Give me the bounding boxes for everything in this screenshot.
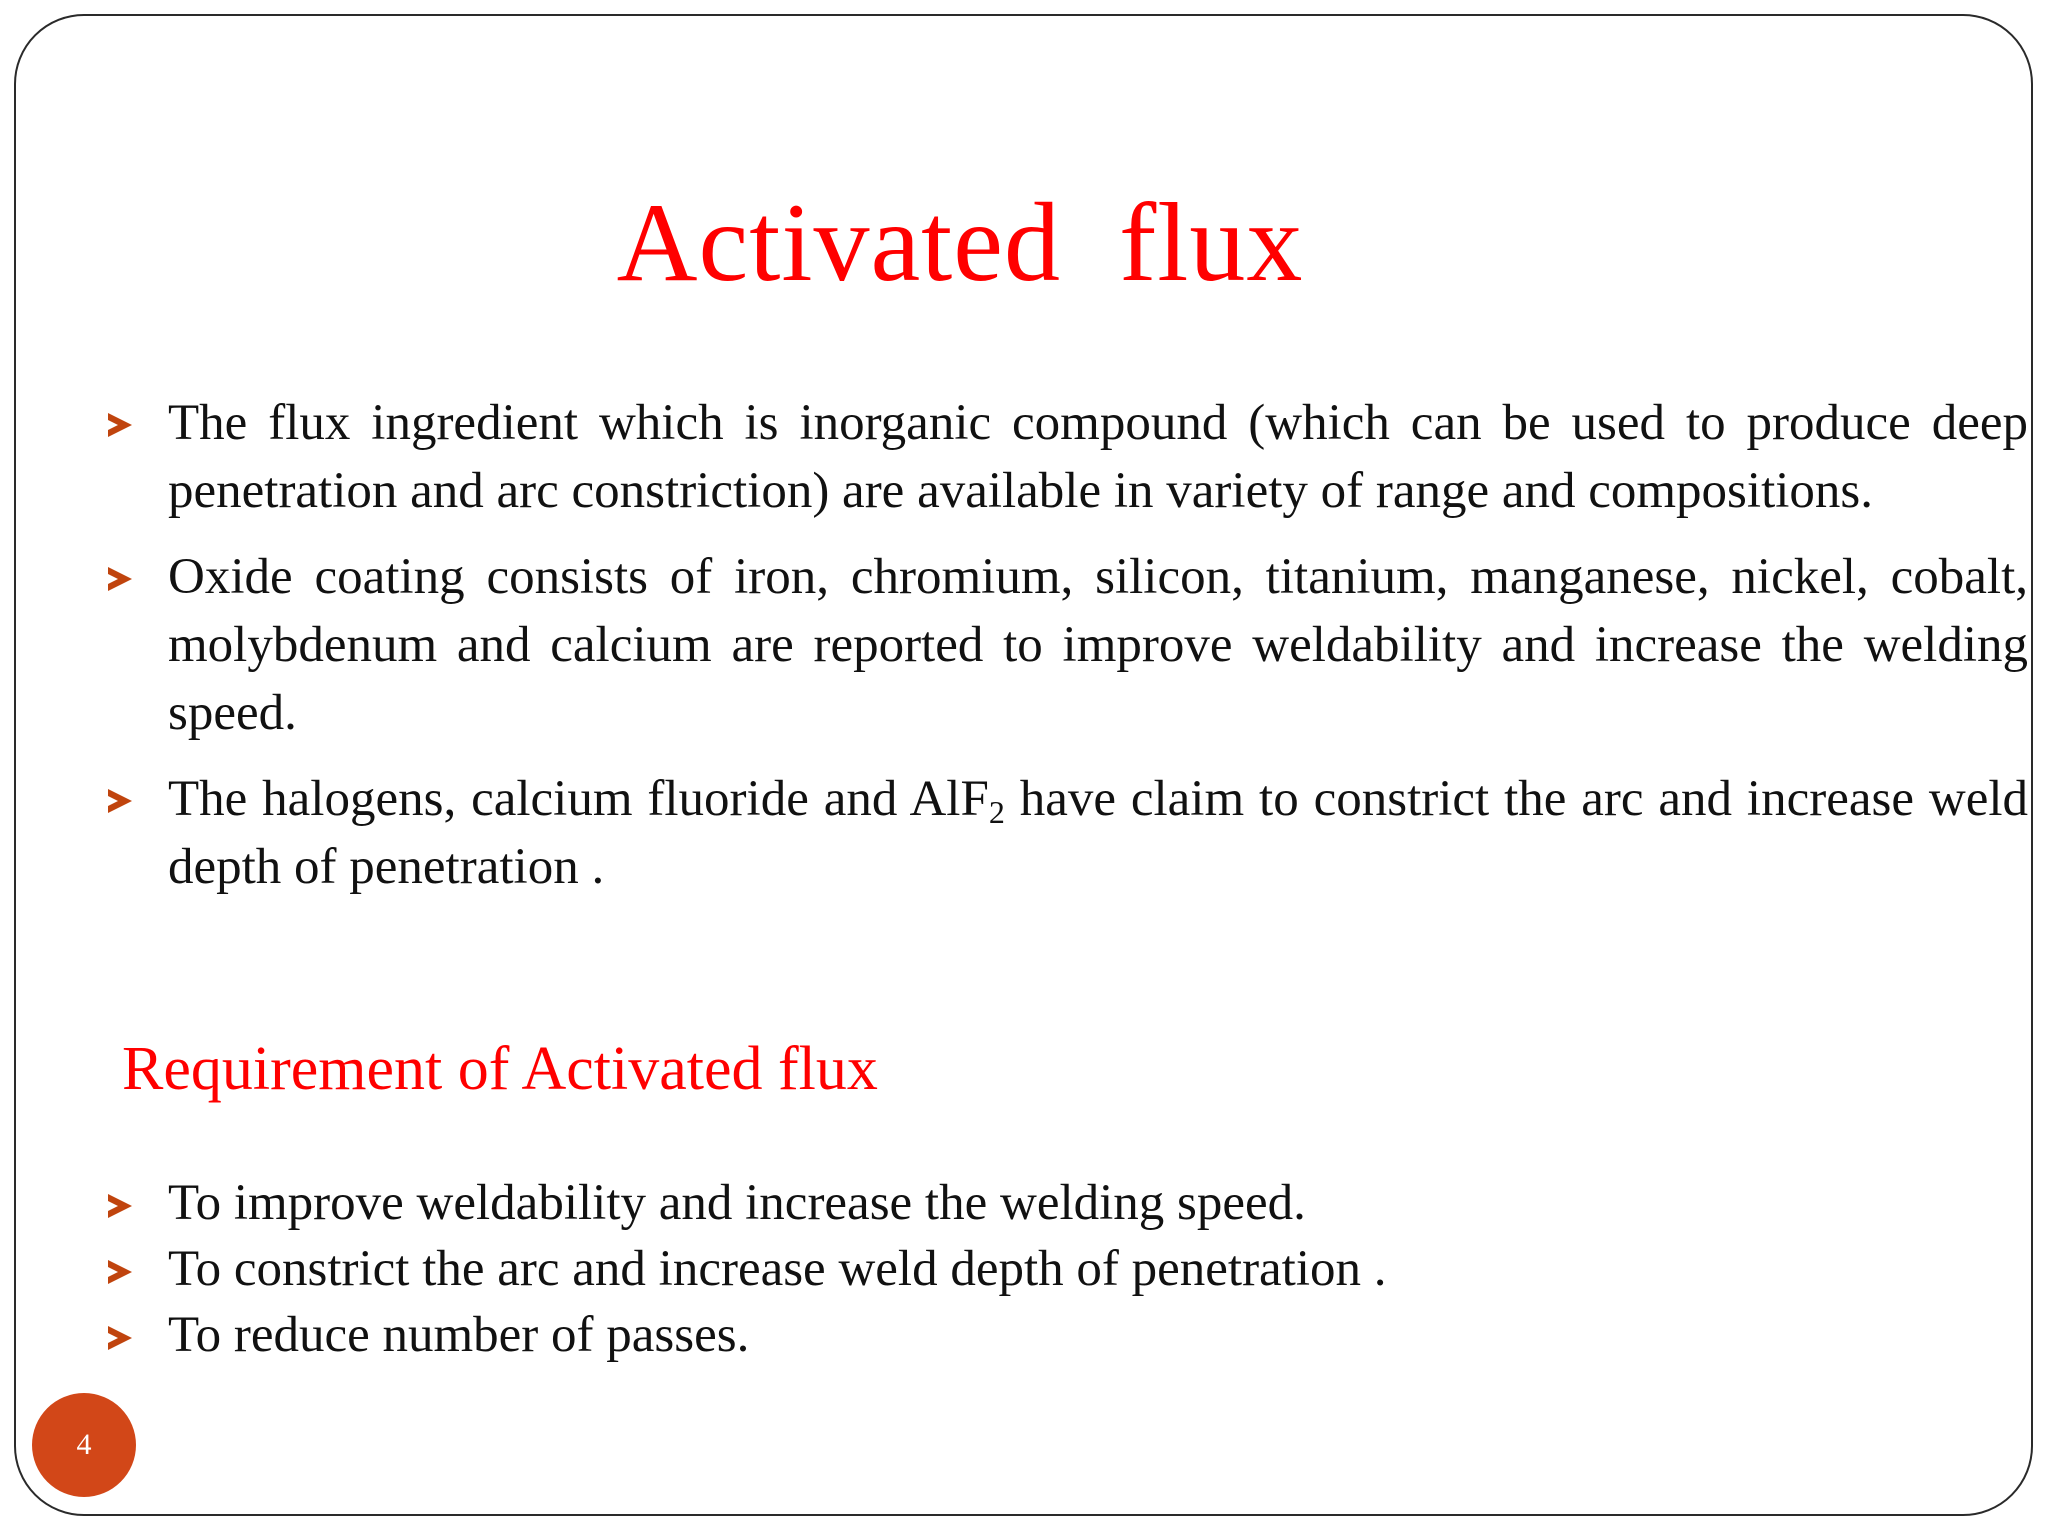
arrow-bullet-icon <box>108 789 132 813</box>
requirement-text: To reduce number of passes. <box>168 1307 750 1363</box>
arrow-bullet-icon <box>108 1260 132 1284</box>
bullet-item <box>104 389 2028 525</box>
requirement-list <box>104 1170 2028 1368</box>
arrow-bullet-icon <box>108 1326 132 1350</box>
arrow-bullet-icon <box>108 413 132 437</box>
requirement-text: To constrict the arc and increase weld depth of penetration . <box>168 1241 1387 1297</box>
page-number-badge: 4 <box>32 1393 136 1497</box>
requirement-item <box>104 1236 2028 1302</box>
arrow-bullet-icon <box>108 1194 132 1218</box>
section-subheading: Requirement of Activated flux <box>122 1035 878 1103</box>
subscript: 2 <box>988 794 1005 830</box>
requirement-item <box>104 1170 2028 1236</box>
bullet-item <box>104 543 2028 747</box>
requirement-item <box>104 1302 2028 1368</box>
bullet-item <box>104 765 2028 901</box>
arrow-bullet-icon <box>108 567 132 591</box>
bullet-text: The flux ingredient which is inorganic compound (which can be used to produce deep penetration and arc constriction) are available in variety of range and compositions. <box>168 395 2028 519</box>
bullet-list <box>104 389 2028 919</box>
bullet-text-after: have claim to constrict the arc and increase weld depth of penetration . <box>168 771 2029 895</box>
bullet-text-before: The halogens, calcium fluoride and AlF <box>168 771 989 827</box>
bullet-text: Oxide coating consists of iron, chromium, silicon, titanium, manganese, nickel, cobalt, molybdenum and calcium are reported to improve weldability and increase the welding speed. <box>168 549 2028 741</box>
requirement-text: To improve weldability and increase the welding speed. <box>168 1175 1306 1231</box>
slide-title: Activated flux <box>616 181 1304 305</box>
